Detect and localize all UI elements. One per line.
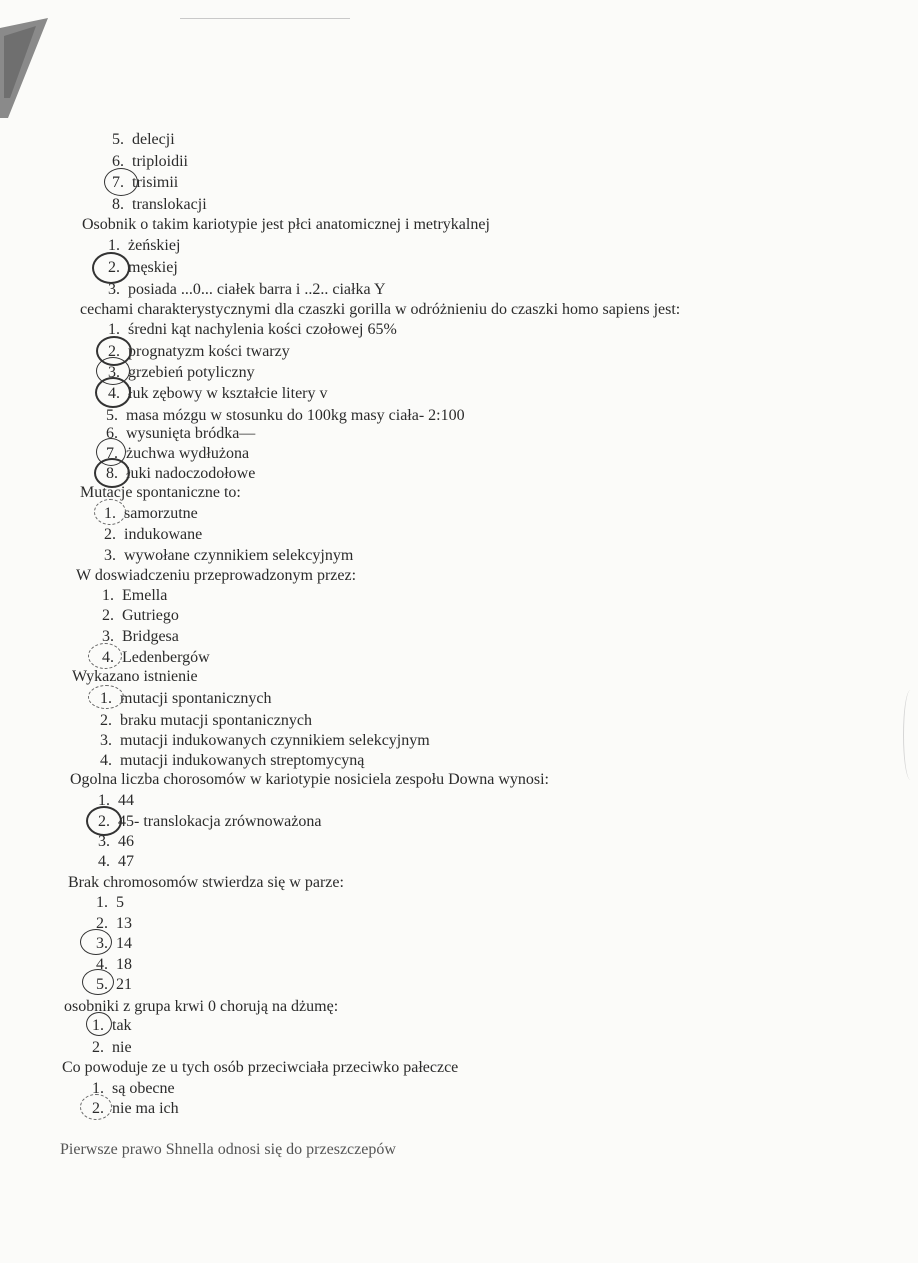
list-item: 2. indukowane bbox=[104, 526, 203, 543]
list-item: 4. mutacji indukowanych streptomycyną bbox=[100, 752, 365, 769]
answer-circle bbox=[82, 969, 114, 995]
list-item: 7. żuchwa wydłużona bbox=[106, 445, 250, 462]
answer-circle bbox=[92, 252, 130, 284]
list-item: 2. 13 bbox=[96, 915, 132, 932]
list-item: 5. masa mózgu w stosunku do 100kg masy ciała- 2:100 bbox=[106, 407, 465, 424]
list-item: 4. Ledenbergów bbox=[102, 649, 210, 666]
answer-circle bbox=[86, 1012, 112, 1036]
question-text: Osobnik o takim kariotypie jest płci anatomicznej i metrykalnej bbox=[82, 216, 490, 233]
list-item: 3. mutacji indukowanych czynnikiem selekcyjnym bbox=[100, 732, 430, 749]
list-item: 2. męskiej bbox=[108, 259, 178, 276]
question-text: cechami charakterystycznymi dla czaszki gorilla w odróżnieniu do czaszki homo sapiens jest: bbox=[80, 301, 681, 318]
answer-circle bbox=[80, 929, 112, 955]
list-item: 2. Gutriego bbox=[102, 607, 179, 624]
question-text: Mutacje spontaniczne to: bbox=[80, 484, 241, 501]
answer-circle bbox=[95, 377, 131, 408]
scan-edge-artifact bbox=[903, 690, 918, 780]
question-text: Co powoduje ze u tych osób przeciwciała przeciwko pałeczce bbox=[62, 1059, 459, 1076]
answer-circle bbox=[94, 458, 130, 488]
list-item: 7. trisimii bbox=[112, 174, 179, 191]
list-item: 3. Bridgesa bbox=[102, 628, 179, 645]
list-item: 1. 5 bbox=[96, 894, 124, 911]
list-item: 2. nie ma ich bbox=[92, 1100, 179, 1117]
list-item: 3. grzebień potyliczny bbox=[108, 364, 255, 381]
list-item: 4. 18 bbox=[96, 956, 132, 973]
list-item: 1. średni kąt nachylenia kości czołowej 65% bbox=[108, 321, 397, 338]
list-item: 5. 21 bbox=[96, 976, 132, 993]
list-item: 4. łuk zębowy w kształcie litery v bbox=[108, 385, 328, 402]
list-item: 2. 45- translokacja zrównoważona bbox=[98, 813, 322, 830]
scan-top-line bbox=[180, 18, 350, 19]
list-item: 3. 14 bbox=[96, 935, 132, 952]
list-item: 3. wywołane czynnikiem selekcyjnym bbox=[104, 547, 354, 564]
list-item: 1. Emella bbox=[102, 587, 168, 604]
list-item: 1. żeńskiej bbox=[108, 237, 181, 254]
question-text: Wykazano istnienie bbox=[72, 668, 198, 685]
list-item: 8. translokacji bbox=[112, 196, 207, 213]
answer-circle bbox=[94, 499, 126, 525]
scan-corner-mark bbox=[0, 18, 50, 118]
answer-circle bbox=[86, 806, 122, 836]
list-item: 2. nie bbox=[92, 1039, 132, 1056]
list-item: 1. mutacji spontanicznych bbox=[100, 690, 272, 707]
answer-circle bbox=[80, 1094, 112, 1120]
list-item: 1. tak bbox=[92, 1017, 132, 1034]
list-item: 1. 44 bbox=[98, 792, 134, 809]
question-text: W doswiadczeniu przeprowadzonym przez: bbox=[76, 567, 357, 584]
list-item: 8. łuki nadoczodołowe bbox=[106, 465, 256, 482]
list-item: 6. triploidii bbox=[112, 153, 188, 170]
answer-circle bbox=[88, 643, 122, 669]
question-text: Pierwsze prawo Shnella odnosi się do przeszczepów bbox=[60, 1141, 396, 1158]
list-item: 2. prognatyzm kości twarzy bbox=[108, 343, 290, 360]
list-item: 6. wysunięta bródka— bbox=[106, 425, 256, 442]
list-item: 1. są obecne bbox=[92, 1080, 175, 1097]
list-item: 1. samorzutne bbox=[104, 505, 198, 522]
list-item: 3. posiada ...0... ciałek barra i ..2.. ciałka Y bbox=[108, 281, 386, 298]
answer-circle bbox=[88, 685, 124, 709]
list-item: 4. 47 bbox=[98, 853, 134, 870]
list-item: 2. braku mutacji spontanicznych bbox=[100, 712, 312, 729]
question-text: Brak chromosomów stwierdza się w parze: bbox=[68, 874, 344, 891]
question-text: osobniki z grupa krwi 0 chorują na dżumę: bbox=[64, 998, 339, 1015]
list-item: 5. delecji bbox=[112, 131, 175, 148]
question-text: Ogolna liczba chorosomów w kariotypie nosiciela zespołu Downa wynosi: bbox=[70, 771, 549, 788]
list-item: 3. 46 bbox=[98, 833, 134, 850]
answer-circle bbox=[104, 168, 138, 196]
